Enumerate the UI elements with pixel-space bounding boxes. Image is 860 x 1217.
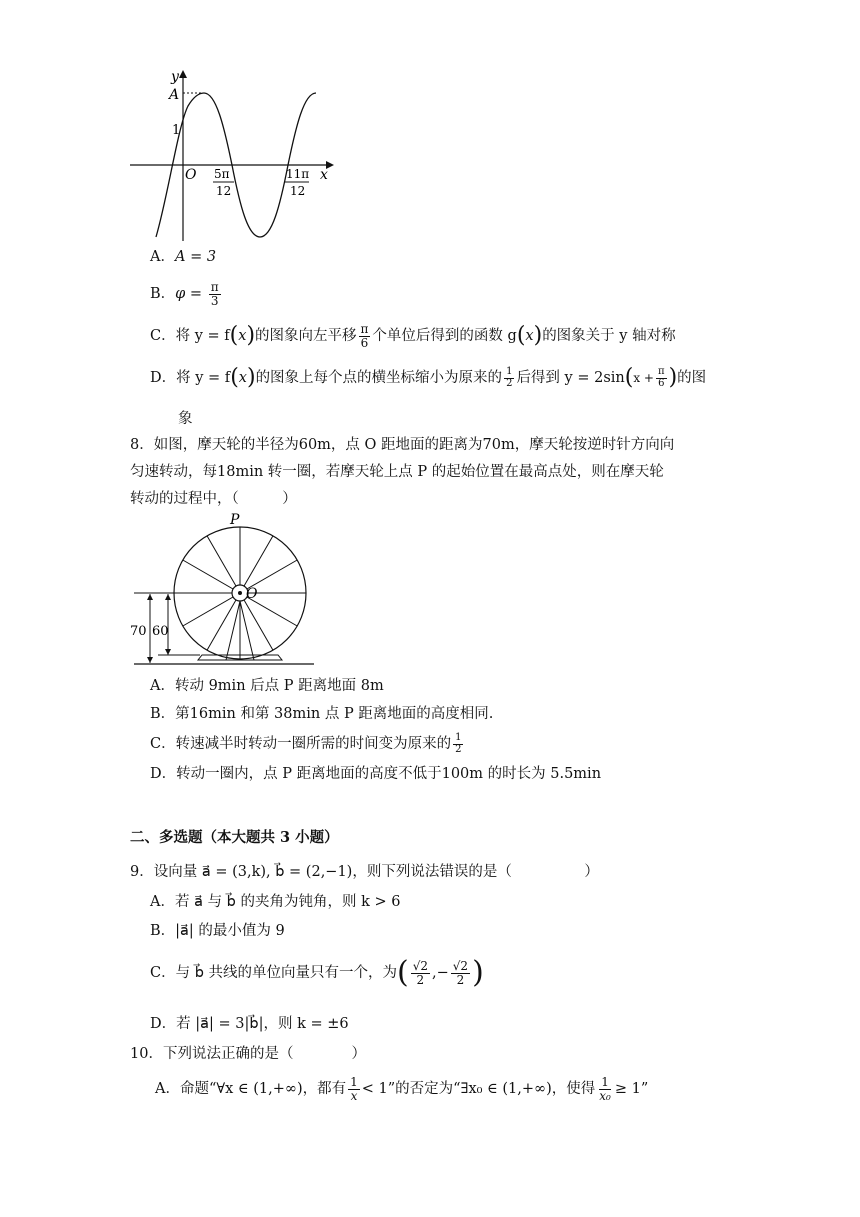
q8-stem-line3: 转动的过程中，（ ） — [130, 491, 297, 507]
q9-option-d: D．若 |a⃗| = 3|b⃗|，则 k = ±6 — [150, 1016, 349, 1032]
q8-option-a: A．转动 9min 后点 P 距离地面 8m — [150, 678, 384, 694]
x-axis-label: x — [320, 167, 328, 183]
q7-option-d: D．将 y = f(x)的图象上每个点的横坐标缩小为原来的 $\frac{1}{2}$ 后得到 y = 2sin(x + $\frac{\pi}{6}$ )的图 — [150, 365, 707, 390]
q7-option-d-cont: 象 — [178, 411, 193, 427]
intercept-label: 1 — [172, 123, 181, 138]
tick-11pi-12-num: 11π — [286, 167, 310, 181]
q7-option-c: C．将 y = f(x)的图象向左平移 $\frac{\pi}{6}$ 个单位后得到的函数 g(x)的图象关于 y 轴对称 — [150, 322, 676, 350]
tick-5pi-12-den: 12 — [216, 184, 232, 198]
q7-option-a: A．A = 3 — [150, 249, 217, 265]
sine-graph-figure — [128, 66, 338, 246]
q8-option-c: C．转速减半时转动一圈所需的时间变为原来的 $\frac{1}{2}$ — [150, 732, 462, 755]
amplitude-label: A — [169, 87, 180, 103]
q7-option-b: B．φ = $\frac{\pi}{3}$ — [150, 280, 219, 308]
height-70-label: 70 — [130, 624, 147, 639]
point-p-label: P — [230, 512, 240, 528]
q8-option-d: D．转动一圈内，点 P 距离地面的高度不低于100m 的时长为 5.5min — [150, 766, 602, 782]
q10-stem: 10．下列说法正确的是（ ） — [130, 1046, 366, 1062]
q9-option-c: C．与 b⃗ 共线的单位向量只有一个，为( $\frac{√2}{2}$ ,− $\frac{√2}{2}$ ) — [150, 955, 484, 990]
q9-stem: 9．设向量 a⃗ = (3,k), b⃗ = (2,−1)，则下列说法错误的是（ ） — [130, 864, 599, 880]
q8-option-b: B．第16min 和第 38min 点 P 距离地面的高度相同. — [150, 706, 494, 722]
ferris-wheel-figure — [128, 510, 318, 670]
y-axis-label: y — [171, 69, 179, 85]
origin-label: O — [185, 167, 197, 183]
q8-stem-line2: 匀速转动，每18min 转一圈，若摩天轮上点 P 的起始位置在最高点处，则在摩天轮 — [130, 464, 664, 480]
height-60-label: 60 — [152, 624, 169, 639]
point-o-label: O — [246, 586, 258, 602]
q9-option-b: B．|a⃗| 的最小值为 9 — [150, 923, 285, 939]
tick-11pi-12-den: 12 — [290, 184, 306, 198]
q9-option-a: A．若 a⃗ 与 b⃗ 的夹角为钝角，则 k > 6 — [150, 894, 401, 910]
q8-stem-line1: 8．如图，摩天轮的半径为60m，点 O 距地面的距离为70m，摩天轮按逆时针方向向 — [130, 437, 675, 453]
q10-option-a: A．命题“∀x ∈ (1,+∞)，都有 $\frac{1}{x}$ < 1”的否定为“∃x₀ ∈ (1,+∞)，使得 $\frac{1}{\text{x₀}}$ ≥ 1” — [155, 1075, 649, 1103]
section-title: 二、多选题（本大题共 3 小题） — [130, 829, 339, 846]
tick-5pi-12-num: 5π — [214, 167, 230, 181]
